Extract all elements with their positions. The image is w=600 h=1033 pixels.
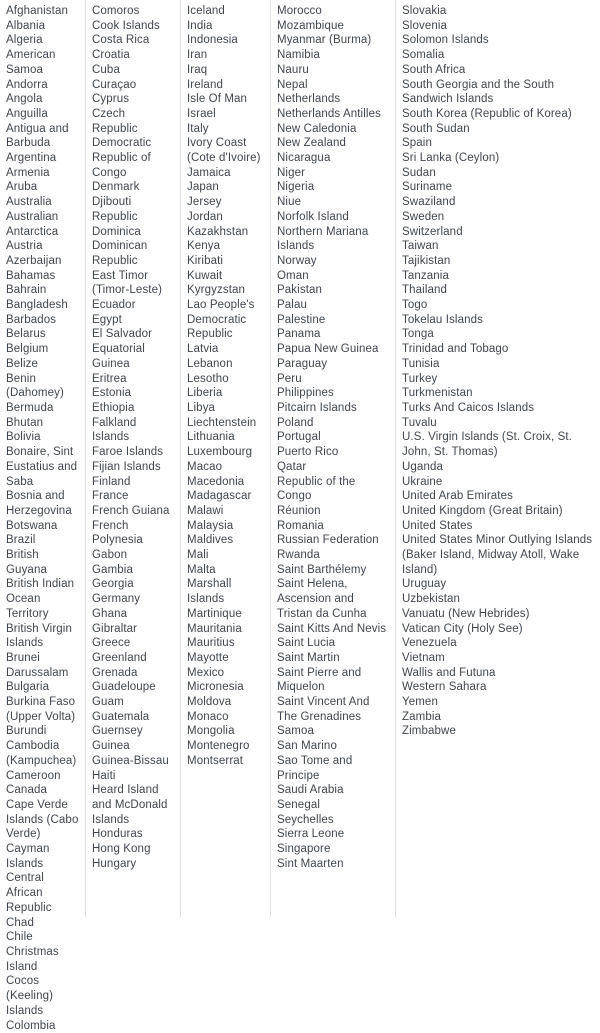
- country-item[interactable]: Honduras: [92, 828, 143, 841]
- country-item[interactable]: Lebanon: [187, 357, 233, 370]
- country-item[interactable]: Réunion: [277, 504, 321, 517]
- country-item[interactable]: Tuvalu: [402, 416, 437, 429]
- country-item[interactable]: Sierra Leone: [277, 828, 345, 841]
- country-item[interactable]: Rwanda: [277, 549, 320, 562]
- country-item[interactable]: Argentina: [6, 152, 57, 165]
- country-item[interactable]: Western Sahara: [402, 681, 487, 694]
- country-item[interactable]: Bermuda: [6, 401, 54, 414]
- country-item[interactable]: Portugal: [277, 431, 321, 444]
- country-item[interactable]: South Sudan: [402, 122, 470, 135]
- country-item[interactable]: United Kingdom (Great Britain): [402, 504, 563, 517]
- country-item[interactable]: Montserrat: [187, 754, 244, 767]
- country-item[interactable]: United States: [402, 519, 473, 532]
- country-item[interactable]: Northern Mariana Islands: [277, 225, 369, 253]
- country-item[interactable]: Nigeria: [277, 181, 315, 194]
- country-item[interactable]: United States Minor Outlying Islands (Baker Island, Midway Atoll, Wake Island): [402, 534, 593, 576]
- country-item[interactable]: Iceland: [187, 5, 225, 17]
- country-item[interactable]: Dominica: [92, 225, 141, 238]
- country-item[interactable]: Bolivia: [6, 431, 41, 444]
- country-item[interactable]: Colombia: [6, 1019, 56, 1032]
- country-item[interactable]: Pakistan: [277, 284, 323, 297]
- country-item[interactable]: South Georgia and the South Sandwich Islands: [402, 78, 555, 106]
- country-item[interactable]: Cyprus: [92, 93, 130, 106]
- country-item[interactable]: Gibraltar: [92, 622, 138, 635]
- country-item[interactable]: Peru: [277, 372, 302, 385]
- country-item[interactable]: East Timor (Timor-Leste): [92, 269, 163, 297]
- country-item[interactable]: Saint Pierre and Miquelon: [277, 666, 362, 694]
- country-item[interactable]: Cocos (Keeling) Islands: [6, 975, 54, 1017]
- country-item[interactable]: Russian Federation: [277, 534, 379, 547]
- country-item[interactable]: New Caledonia: [277, 122, 357, 135]
- country-item[interactable]: Tunisia: [402, 357, 440, 370]
- country-item[interactable]: Albania: [6, 19, 46, 32]
- country-item[interactable]: Grenada: [92, 666, 138, 679]
- country-item[interactable]: Burkina Faso (Upper Volta): [6, 696, 76, 723]
- country-item[interactable]: Mauritius: [187, 637, 235, 650]
- country-item[interactable]: Zambia: [402, 710, 442, 723]
- country-item[interactable]: Namibia: [277, 49, 320, 62]
- country-item[interactable]: Fijian Islands: [92, 460, 161, 473]
- country-item[interactable]: Lao People's Democratic Republic: [187, 299, 255, 341]
- country-item[interactable]: Aruba: [6, 181, 38, 194]
- country-column-2: [86, 0, 181, 917]
- country-item[interactable]: Italy: [187, 122, 209, 135]
- country-item[interactable]: Guinea: [92, 740, 130, 753]
- country-item[interactable]: Saint Kitts And Nevis: [277, 622, 387, 635]
- country-item[interactable]: Malaysia: [187, 519, 234, 532]
- country-item[interactable]: Turkey: [402, 372, 438, 385]
- country-item[interactable]: Anguilla: [6, 107, 48, 120]
- country-item[interactable]: Ecuador: [92, 299, 136, 312]
- country-item[interactable]: Jamaica: [187, 166, 231, 179]
- country-item[interactable]: Japan: [187, 181, 219, 194]
- country-item[interactable]: Guernsey: [92, 725, 143, 738]
- country-item[interactable]: South Africa: [402, 63, 466, 76]
- country-item[interactable]: Liechtenstein: [187, 416, 257, 429]
- country-item[interactable]: Nauru: [277, 63, 309, 76]
- country-item[interactable]: Guatemala: [92, 710, 150, 723]
- country-item[interactable]: Romania: [277, 519, 324, 532]
- country-item[interactable]: Slovakia: [402, 5, 447, 17]
- country-item[interactable]: South Korea (Republic of Korea): [402, 107, 572, 120]
- country-item[interactable]: Bhutan: [6, 416, 44, 429]
- country-item[interactable]: Marshall Islands: [187, 578, 232, 606]
- country-item[interactable]: Cambodia (Kampuchea): [6, 740, 77, 767]
- country-item[interactable]: Singapore: [277, 843, 331, 856]
- country-item[interactable]: Costa Rica: [92, 34, 150, 47]
- country-item[interactable]: Sudan: [402, 166, 436, 179]
- country-item[interactable]: Cook Islands: [92, 19, 160, 32]
- country-item[interactable]: Sri Lanka (Ceylon): [402, 152, 500, 165]
- country-item[interactable]: Benin (Dahomey): [6, 372, 64, 400]
- country-column-4: [271, 0, 396, 917]
- country-item[interactable]: Cameroon: [6, 769, 61, 782]
- country-item[interactable]: Somalia: [402, 49, 445, 62]
- country-item[interactable]: Jordan: [187, 210, 223, 223]
- country-item[interactable]: Belgium: [6, 343, 49, 356]
- country-item[interactable]: Ghana: [92, 607, 128, 620]
- country-item[interactable]: Djibouti Republic: [92, 196, 138, 223]
- country-item[interactable]: British Virgin Islands: [6, 622, 72, 650]
- country-item[interactable]: Qatar: [277, 460, 307, 473]
- country-item[interactable]: Paraguay: [277, 357, 328, 370]
- country-item[interactable]: Montenegro: [187, 740, 250, 753]
- country-item[interactable]: Algeria: [6, 34, 43, 47]
- country-item[interactable]: Cuba: [92, 63, 120, 76]
- country-item[interactable]: Eritrea: [92, 372, 127, 385]
- country-item[interactable]: France: [92, 490, 129, 503]
- country-item[interactable]: Niger: [277, 166, 306, 179]
- country-item[interactable]: Trinidad and Tobago: [402, 343, 509, 356]
- country-item[interactable]: Mexico: [187, 666, 225, 679]
- country-item[interactable]: British Guyana: [6, 549, 47, 576]
- country-item[interactable]: Christmas Island: [6, 946, 59, 973]
- country-item[interactable]: Turkmenistan: [402, 387, 473, 400]
- country-item[interactable]: Chile: [6, 931, 33, 944]
- country-item[interactable]: Andorra: [6, 78, 48, 91]
- country-item[interactable]: U.S. Virgin Islands (St. Croix, St. John, St. Thomas): [402, 431, 572, 459]
- country-item[interactable]: Sweden: [402, 210, 445, 223]
- country-item[interactable]: Martinique: [187, 607, 242, 620]
- country-item[interactable]: Hungary: [92, 857, 137, 870]
- country-item[interactable]: Cape Verde Islands (Cabo Verde): [6, 798, 79, 841]
- country-item[interactable]: Uzbekistan: [402, 593, 461, 606]
- country-item[interactable]: Ukraine: [402, 475, 443, 488]
- country-item[interactable]: Palestine: [277, 313, 326, 326]
- country-item[interactable]: Finland: [92, 475, 131, 488]
- country-item[interactable]: Togo: [402, 299, 428, 312]
- country-item[interactable]: Iran: [187, 49, 208, 62]
- country-item[interactable]: Angola: [6, 93, 43, 106]
- country-item[interactable]: Sao Tome and Principe: [277, 754, 353, 782]
- country-item[interactable]: Vanuatu (New Hebrides): [402, 607, 530, 620]
- country-item[interactable]: Slovenia: [402, 19, 448, 32]
- country-item[interactable]: Isle Of Man: [187, 93, 248, 106]
- country-item[interactable]: Egypt: [92, 313, 122, 326]
- country-item[interactable]: Pitcairn Islands: [277, 401, 357, 414]
- country-item[interactable]: Austria: [6, 240, 43, 253]
- country-item[interactable]: French Guiana: [92, 504, 170, 517]
- country-item[interactable]: Uruguay: [402, 578, 447, 591]
- country-item[interactable]: Guadeloupe: [92, 681, 156, 694]
- country-item[interactable]: Canada: [6, 784, 47, 797]
- country-item[interactable]: Sint Maarten: [277, 857, 344, 870]
- country-item[interactable]: Gabon: [92, 549, 128, 562]
- country-item[interactable]: Jersey: [187, 196, 222, 209]
- country-item[interactable]: Saudi Arabia: [277, 784, 344, 797]
- country-item[interactable]: Nepal: [277, 78, 308, 91]
- country-item[interactable]: Ireland: [187, 78, 223, 91]
- country-item[interactable]: Australia: [6, 196, 52, 209]
- country-item[interactable]: Gambia: [92, 563, 133, 576]
- country-item[interactable]: Curaçao: [92, 78, 137, 91]
- country-item[interactable]: Solomon Islands: [402, 34, 489, 47]
- country-item[interactable]: Moldova: [187, 696, 232, 709]
- country-item[interactable]: Cayman Islands: [6, 843, 50, 870]
- country-item[interactable]: Greenland: [92, 651, 147, 664]
- country-item[interactable]: Denmark: [92, 181, 140, 194]
- country-item[interactable]: Bosnia and Herzegovina: [6, 490, 72, 517]
- country-item[interactable]: Monaco: [187, 710, 229, 723]
- country-item[interactable]: Mongolia: [187, 725, 235, 738]
- country-item[interactable]: Saint Helena, Ascension and Tristan da Cunha: [277, 578, 367, 620]
- country-item[interactable]: Croatia: [92, 49, 130, 62]
- country-item[interactable]: Panama: [277, 328, 321, 341]
- country-item[interactable]: Belarus: [6, 328, 46, 341]
- country-item[interactable]: Oman: [277, 269, 309, 282]
- country-item[interactable]: Zimbabwe: [402, 725, 456, 738]
- country-item[interactable]: French Polynesia: [92, 519, 143, 547]
- country-item[interactable]: Mali: [187, 549, 209, 562]
- country-item[interactable]: Saint Lucia: [277, 637, 336, 650]
- country-item[interactable]: Barbados: [6, 313, 57, 326]
- country-item[interactable]: British Indian Ocean Territory: [6, 578, 75, 620]
- country-item[interactable]: Madagascar: [187, 490, 252, 503]
- country-item[interactable]: Norfolk Island: [277, 210, 349, 223]
- country-item[interactable]: Saint Martin: [277, 651, 340, 664]
- country-item[interactable]: Australian Antarctica: [6, 210, 59, 238]
- country-item[interactable]: Heard Island and McDonald Islands: [92, 784, 168, 826]
- country-item[interactable]: Malawi: [187, 504, 224, 517]
- country-item[interactable]: Switzerland: [402, 225, 463, 238]
- country-item[interactable]: Nicaragua: [277, 152, 331, 165]
- country-item[interactable]: Azerbaijan: [6, 254, 62, 267]
- country-item[interactable]: Philippines: [277, 387, 334, 400]
- country-item[interactable]: Norway: [277, 254, 317, 267]
- country-item[interactable]: Belize: [6, 357, 39, 370]
- country-item[interactable]: Bulgaria: [6, 681, 50, 694]
- country-item[interactable]: Suriname: [402, 181, 453, 194]
- country-item[interactable]: Niue: [277, 196, 302, 209]
- country-item[interactable]: Haiti: [92, 769, 116, 782]
- country-item[interactable]: Taiwan: [402, 240, 439, 253]
- country-item[interactable]: Guam: [92, 696, 124, 709]
- country-item[interactable]: Thailand: [402, 284, 448, 297]
- country-item[interactable]: Estonia: [92, 387, 132, 400]
- country-item[interactable]: Puerto Rico: [277, 446, 339, 459]
- country-item[interactable]: Bangladesh: [6, 299, 68, 312]
- country-item[interactable]: Netherlands Antilles: [277, 107, 381, 120]
- country-item[interactable]: Mauritania: [187, 622, 242, 635]
- country-item[interactable]: Tonga: [402, 328, 434, 341]
- country-item[interactable]: Liberia: [187, 387, 223, 400]
- country-item[interactable]: Hong Kong: [92, 843, 151, 856]
- country-item[interactable]: Saint Barthélemy: [277, 563, 367, 576]
- country-item[interactable]: Kuwait: [187, 269, 223, 282]
- country-item[interactable]: Swaziland: [402, 196, 456, 209]
- country-item[interactable]: Senegal: [277, 798, 321, 811]
- country-item[interactable]: Falkland Islands: [92, 416, 137, 444]
- country-item[interactable]: Germany: [92, 593, 141, 606]
- country-item[interactable]: Vietnam: [402, 651, 445, 664]
- country-item[interactable]: Brunei Darussalam: [6, 651, 69, 679]
- country-item[interactable]: Mayotte: [187, 651, 229, 664]
- country-item[interactable]: Kiribati: [187, 254, 224, 267]
- country-item[interactable]: Mozambique: [277, 19, 344, 32]
- country-item[interactable]: Iraq: [187, 63, 208, 76]
- country-item[interactable]: Seychelles: [277, 813, 334, 826]
- country-item[interactable]: Macao: [187, 460, 223, 473]
- country-item[interactable]: Comoros: [92, 5, 140, 17]
- country-item[interactable]: Palau: [277, 299, 307, 312]
- country-item[interactable]: Afghanistan: [6, 5, 69, 17]
- country-item[interactable]: Greece: [92, 637, 131, 650]
- country-item[interactable]: India: [187, 19, 213, 32]
- country-item[interactable]: Czech Republic: [92, 107, 138, 135]
- country-item[interactable]: Georgia: [92, 578, 134, 591]
- country-item[interactable]: Lithuania: [187, 431, 235, 444]
- country-item[interactable]: Chad: [6, 916, 34, 929]
- country-item[interactable]: Kyrgyzstan: [187, 284, 246, 297]
- country-item[interactable]: Micronesia: [187, 681, 244, 694]
- country-item[interactable]: Armenia: [6, 166, 50, 179]
- country-item[interactable]: Faroe Islands: [92, 446, 164, 459]
- country-item[interactable]: Kazakhstan: [187, 225, 249, 238]
- country-item[interactable]: Bahamas: [6, 269, 56, 282]
- country-item[interactable]: Samoa: [277, 725, 315, 738]
- country-item[interactable]: Turks And Caicos Islands: [402, 401, 535, 414]
- country-item[interactable]: Israel: [187, 107, 216, 120]
- country-item[interactable]: Yemen: [402, 696, 438, 709]
- country-item[interactable]: Myanmar (Burma): [277, 34, 372, 47]
- country-item[interactable]: Bahrain: [6, 284, 47, 297]
- country-item[interactable]: Maldives: [187, 534, 234, 547]
- country-item[interactable]: Ethiopia: [92, 401, 135, 414]
- country-item[interactable]: Ivory Coast (Cote d'Ivoire): [187, 137, 261, 165]
- country-item[interactable]: Central African Republic: [6, 872, 52, 914]
- country-item[interactable]: El Salvador: [92, 328, 153, 341]
- country-item[interactable]: American Samoa: [6, 49, 56, 76]
- country-column-3: [181, 0, 271, 917]
- country-item[interactable]: Poland: [277, 416, 314, 429]
- country-item[interactable]: Tokelau Islands: [402, 313, 483, 326]
- country-item[interactable]: New Zealand: [277, 137, 347, 150]
- country-item[interactable]: Botswana: [6, 519, 58, 532]
- country-item[interactable]: United Arab Emirates: [402, 490, 513, 503]
- country-item[interactable]: Morocco: [277, 5, 322, 17]
- country-item[interactable]: Malta: [187, 563, 216, 576]
- country-item[interactable]: Papua New Guinea: [277, 343, 379, 356]
- country-item[interactable]: Democratic Republic of Congo: [92, 137, 152, 179]
- country-item[interactable]: Latvia: [187, 343, 219, 356]
- country-item[interactable]: Equatorial Guinea: [92, 343, 145, 370]
- country-item[interactable]: Burundi: [6, 725, 47, 738]
- country-item[interactable]: Netherlands: [277, 93, 341, 106]
- country-item[interactable]: Libya: [187, 401, 216, 414]
- country-item[interactable]: Spain: [402, 137, 432, 150]
- country-item[interactable]: Guinea-Bissau: [92, 754, 169, 767]
- country-item[interactable]: Luxembourg: [187, 446, 253, 459]
- country-item[interactable]: Uganda: [402, 460, 443, 473]
- country-item[interactable]: Macedonia: [187, 475, 245, 488]
- country-item[interactable]: Dominican Republic: [92, 240, 148, 267]
- country-item[interactable]: Indonesia: [187, 34, 238, 47]
- country-item[interactable]: Wallis and Futuna: [402, 666, 496, 679]
- country-item[interactable]: San Marino: [277, 740, 337, 753]
- country-column-1: [0, 0, 86, 1032]
- country-item[interactable]: Antigua and Barbuda: [6, 122, 69, 150]
- country-item[interactable]: Republic of the Congo: [277, 475, 356, 503]
- country-item[interactable]: Brazil: [6, 534, 36, 547]
- country-item[interactable]: Bonaire, Sint Eustatius and Saba: [6, 446, 78, 488]
- country-item[interactable]: Vatican City (Holy See): [402, 622, 523, 635]
- country-item[interactable]: Venezuela: [402, 637, 457, 650]
- country-item[interactable]: Tanzania: [402, 269, 449, 282]
- country-item[interactable]: Lesotho: [187, 372, 229, 385]
- country-item[interactable]: Kenya: [187, 240, 221, 253]
- country-item[interactable]: Saint Vincent And The Grenadines: [277, 696, 370, 723]
- country-column-5: [396, 0, 600, 917]
- country-item[interactable]: Tajikistan: [402, 254, 451, 267]
